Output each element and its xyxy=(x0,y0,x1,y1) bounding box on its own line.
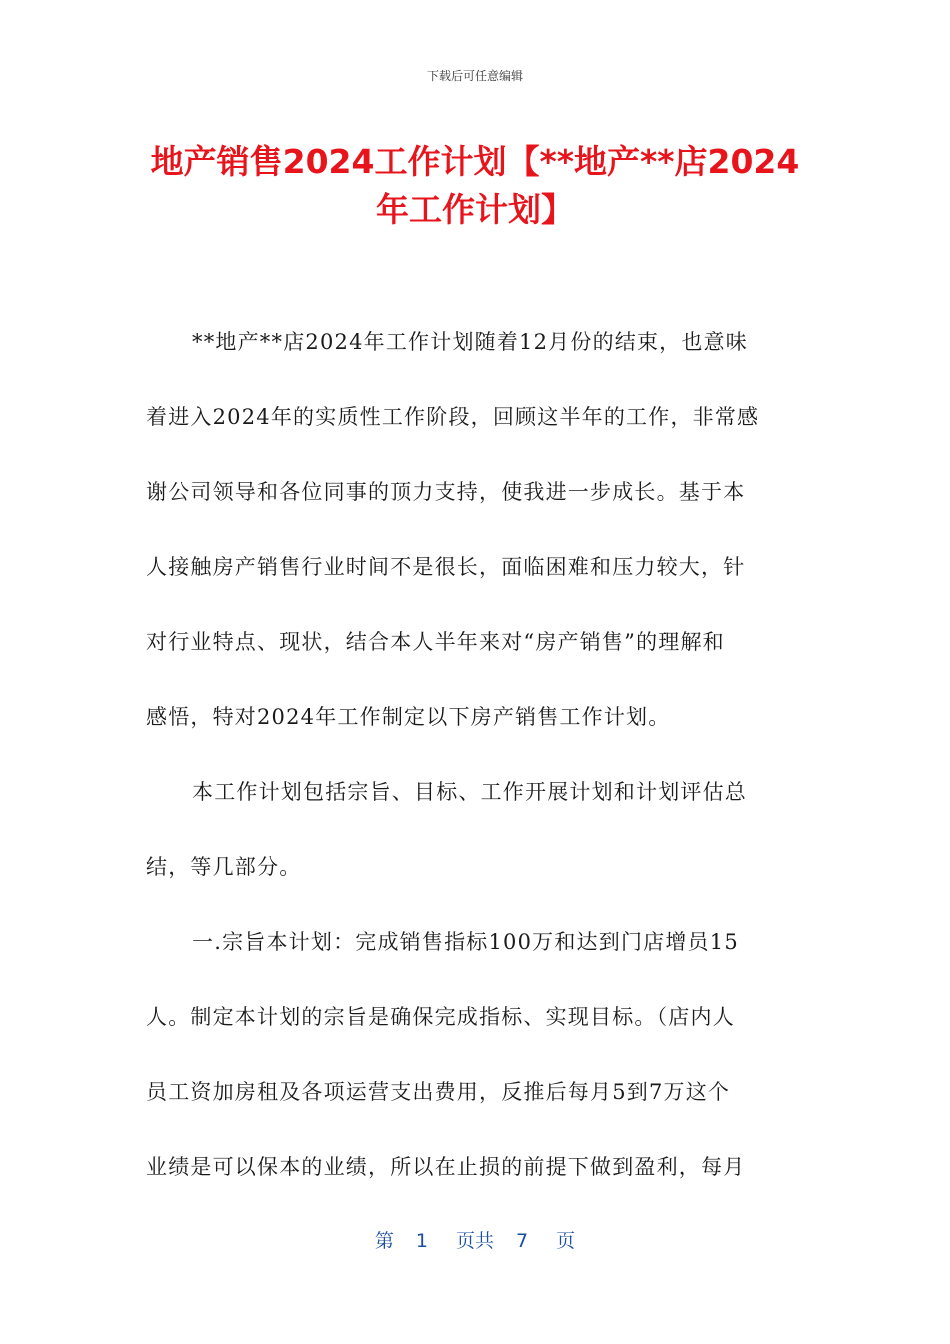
footer-page-prefix: 第 xyxy=(374,1230,394,1252)
footer-page-mid: 页共 xyxy=(455,1230,494,1252)
paragraph-1-line-2: 着进入2024年的实质性工作阶段，回顾这半年的工作，非常感 xyxy=(146,405,760,429)
footer-page-suffix: 页 xyxy=(556,1230,576,1252)
paragraph-3-line-4: 业绩是可以保本的业绩，所以在止损的前提下做到盈利，每月 xyxy=(146,1155,746,1179)
paragraph-3-line-1: 一.宗旨本计划：完成销售指标100万和达到门店增员15 xyxy=(192,930,739,954)
paragraph-1-line-3: 谢公司领导和各位同事的顶力支持，使我进一步成长。基于本 xyxy=(146,480,746,504)
document-title: 地产销售2024工作计划【**地产**店2024年工作计划】 xyxy=(150,142,800,229)
paragraph-1-line-5: 对行业特点、现状，结合本人半年来对“房产销售”的理解和 xyxy=(146,630,725,654)
header-note: 下载后可任意编辑 xyxy=(426,69,523,83)
footer-total-pages: 7 xyxy=(516,1230,529,1252)
paragraph-1-line-1: **地产**店2024年工作计划随着12月份的结束，也意味 xyxy=(192,330,748,354)
footer-current-page: 1 xyxy=(415,1230,428,1252)
paragraph-2-line-2: 结，等几部分。 xyxy=(146,855,302,879)
paragraph-1-line-6: 感悟，特对2024年工作制定以下房产销售工作计划。 xyxy=(146,705,671,729)
paragraph-1-line-4: 人接触房产销售行业时间不是很长，面临困难和压力较大，针 xyxy=(146,555,746,579)
page-footer xyxy=(0,1226,950,1253)
paragraph-3-line-2: 人。制定本计划的宗旨是确保完成指标、实现目标。（店内人 xyxy=(146,1005,735,1029)
paragraph-2-line-1: 本工作计划包括宗旨、目标、工作开展计划和计划评估总 xyxy=(192,780,747,804)
paragraph-3-line-3: 员工资加房租及各项运营支出费用，反推后每月5到7万这个 xyxy=(146,1080,731,1104)
document-body xyxy=(146,324,796,1224)
